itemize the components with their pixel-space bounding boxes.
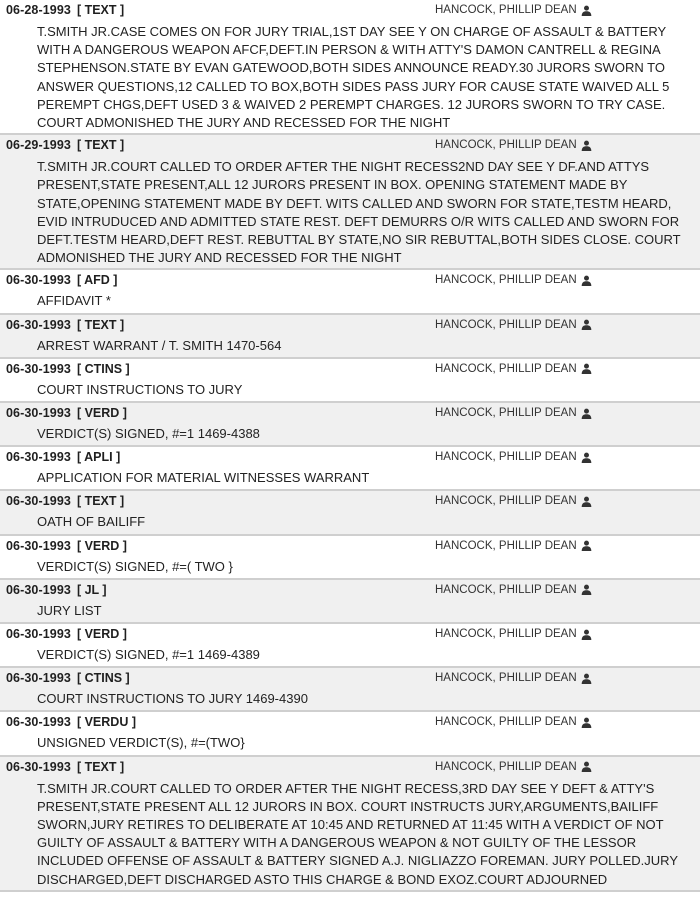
docket-entry [0, 668, 700, 712]
entry-header [6, 712, 694, 732]
description-line: DEFT.TESTM HEARD,DEFT REST. REBUTTAL BY STATE,NO SIR REBUTTAL,BOTH SIDES CLOSE. COURT [37, 232, 681, 248]
entry-description [6, 600, 694, 620]
entry-party[interactable] [435, 447, 592, 467]
entry-header [6, 403, 694, 423]
entry-date: 06-29-1993 [6, 138, 71, 153]
entry-date: 06-30-1993 [6, 759, 71, 774]
docket-entry [0, 315, 700, 359]
entry-code: [ TEXT ] [76, 3, 125, 17]
docket-entry [0, 712, 700, 756]
entry-description [6, 20, 694, 132]
description-line: EVID INTRUDUCED AND ADMITTED STATE REST. DEFT DEMURRS O/R WITS CALLED AND SWORN FOR [37, 213, 680, 229]
entry-code: [ CTINS ] [76, 361, 130, 376]
entry-header [6, 135, 694, 155]
party-name[interactable]: HANCOCK, PHILLIP DEAN [435, 4, 577, 16]
person-icon [581, 275, 592, 286]
description-line: VERDICT(S) SIGNED, #=( TWO } [37, 558, 233, 574]
entry-party[interactable] [435, 315, 592, 335]
entry-header [6, 580, 694, 600]
description-line: T.SMITH JR.COURT CALLED TO ORDER AFTER THE NIGHT RECESS2ND DAY SEE Y DF.AND ATTYS [37, 159, 650, 175]
person-icon [581, 540, 592, 551]
party-name[interactable]: HANCOCK, PHILLIP DEAN [435, 274, 577, 287]
entry-party[interactable] [435, 491, 592, 511]
entry-header [6, 668, 694, 688]
person-icon [581, 496, 592, 507]
entry-header [6, 536, 694, 556]
description-line: COURT ADMONISHED THE JURY AND RECESSED FOR THE NIGHT [37, 115, 451, 131]
person-icon [581, 584, 592, 595]
entry-header [6, 491, 694, 511]
party-name[interactable]: HANCOCK, PHILLIP DEAN [435, 407, 577, 420]
docket-entry [0, 270, 700, 314]
entry-date: 06-30-1993 [6, 317, 71, 332]
entry-description [6, 379, 694, 399]
person-icon [581, 452, 592, 463]
entry-description [6, 423, 694, 443]
entry-code: [ VERDU ] [76, 715, 136, 730]
description-line: PRESENT,STATE PRESENT,ALL 12 JURORS PRESENT IN BOX. OPENING STATEMENT MADE BY [37, 177, 628, 193]
entry-description [6, 644, 694, 664]
person-icon [581, 761, 592, 772]
description-line: COURT INSTRUCTIONS TO JURY 1469-4390 [37, 691, 308, 707]
entry-description [6, 467, 694, 487]
entry-code: [ TEXT ] [76, 138, 125, 153]
person-icon [581, 408, 592, 419]
docket-entry [0, 624, 700, 668]
entry-date: 06-30-1993 [6, 627, 71, 642]
entry-party[interactable] [435, 624, 592, 644]
entry-header [6, 757, 694, 777]
docket-entry [0, 135, 700, 270]
description-line: ARREST WARRANT / T. SMITH 1470-564 [37, 337, 282, 353]
entry-date: 06-30-1993 [6, 406, 71, 421]
party-name[interactable]: HANCOCK, PHILLIP DEAN [435, 672, 577, 685]
docket-entry [0, 403, 700, 447]
entry-date: 06-30-1993 [6, 671, 71, 686]
description-line: AFFIDAVIT * [37, 293, 111, 309]
entry-header [6, 624, 694, 644]
person-icon [581, 5, 592, 16]
description-line: STEPHENSON.STATE BY EVAN GATEWOOD,BOTH SIDES ANNOUNCE READY.30 JURORS SWORN TO [37, 60, 665, 76]
entry-party[interactable] [435, 359, 592, 379]
entry-party[interactable] [435, 580, 592, 600]
entry-description [6, 290, 694, 310]
entry-party[interactable] [435, 757, 592, 777]
entry-date: 06-30-1993 [6, 538, 71, 553]
entry-code: [ CTINS ] [76, 671, 130, 686]
entry-description [6, 155, 694, 267]
description-line: SWORN,JURY RETIRES TO DELIBERATE AT 10:45 AND RETURNED AT 11:45 WITH A VERDICT OF NOT [37, 817, 664, 833]
party-name[interactable]: HANCOCK, PHILLIP DEAN [435, 318, 577, 331]
entry-description [6, 511, 694, 531]
entry-code: [ AFD ] [76, 273, 118, 288]
entry-date: 06-30-1993 [6, 361, 71, 376]
description-line: APPLICATION FOR MATERIAL WITNESSES WARRANT [37, 470, 370, 486]
entry-date: 06-30-1993 [6, 715, 71, 730]
description-line: INCLUDED OFFENSE OF ASSAULT & BATTERY SIGNED A.J. NIGLIAZZO FOREMAN. JURY POLLED.JURY [37, 853, 678, 869]
person-icon [581, 363, 592, 374]
entry-date: 06-30-1993 [6, 450, 71, 465]
entry-code: [ JL ] [76, 582, 107, 597]
person-icon [581, 140, 592, 151]
description-line: ANSWER QUESTIONS,12 CALLED TO BOX,BOTH SIDES PASS JURY FOR CAUSE STATE WAIVED ALL 5 [37, 78, 670, 94]
party-name[interactable]: HANCOCK, PHILLIP DEAN [435, 451, 577, 464]
entry-header [6, 359, 694, 379]
entry-header [6, 447, 694, 467]
entry-party[interactable] [435, 135, 592, 155]
party-name[interactable]: HANCOCK, PHILLIP DEAN [435, 139, 577, 152]
entry-description [6, 556, 694, 576]
description-line: WITH A DANGEROUS WEAPON AFCF,DEFT.IN PERSON & WITH ATTY'S DAMON CANTRELL & REGINA [37, 42, 661, 58]
entry-date: 06-30-1993 [6, 494, 71, 509]
person-icon [581, 319, 592, 330]
entry-header [6, 270, 694, 290]
docket-entry [0, 359, 700, 403]
docket-entry [0, 447, 700, 491]
entry-code: [ VERD ] [76, 406, 127, 421]
entry-description [6, 688, 694, 708]
entry-code: [ APLI ] [76, 450, 121, 465]
entry-party[interactable] [435, 0, 592, 20]
entry-party[interactable] [435, 536, 592, 556]
description-line: T.SMITH JR.CASE COMES ON FOR JURY TRIAL,1ST DAY SEE Y ON CHARGE OF ASSAULT & BATTERY [37, 24, 667, 39]
entry-code: [ VERD ] [76, 627, 127, 642]
entry-code: [ TEXT ] [76, 317, 125, 332]
party-name[interactable]: HANCOCK, PHILLIP DEAN [435, 362, 577, 375]
entry-party[interactable] [435, 712, 592, 732]
entry-description [6, 732, 694, 752]
entry-header [6, 315, 694, 335]
docket-entry [0, 0, 700, 135]
description-line: COURT INSTRUCTIONS TO JURY [37, 381, 243, 397]
description-line: UNSIGNED VERDICT(S), #=(TWO} [37, 735, 245, 751]
description-line: DISCHARGED,DEFT DISCHARGED ASTO THIS CHARGE & BOND EXOZ.COURT ADJOURNED [37, 871, 608, 887]
party-name[interactable]: HANCOCK, PHILLIP DEAN [435, 760, 577, 773]
description-line: PEREMPT CHGS,DEFT USED 3 & WAIVED 2 PEREMPT CHARGES. 12 JURORS SWORN TO TRY CASE. [37, 96, 666, 112]
party-name[interactable]: HANCOCK, PHILLIP DEAN [435, 583, 577, 596]
party-name[interactable]: HANCOCK, PHILLIP DEAN [435, 716, 577, 729]
description-line: VERDICT(S) SIGNED, #=1 1469-4388 [37, 426, 260, 442]
entry-code: [ TEXT ] [76, 494, 125, 509]
entry-party[interactable] [435, 270, 592, 290]
docket-entry [0, 580, 700, 624]
person-icon [581, 673, 592, 684]
description-line: STATE,OPENING STATEMENT MADE BY DEFT. WITS CALLED AND SWORN FOR STATE,TESTM HEARD, [37, 195, 672, 211]
docket-entry [0, 757, 700, 892]
entry-date: 06-30-1993 [6, 273, 71, 288]
party-name[interactable]: HANCOCK, PHILLIP DEAN [435, 539, 577, 552]
entry-date: 06-28-1993 [6, 3, 71, 17]
description-line: T.SMITH JR.COURT CALLED TO ORDER AFTER THE NIGHT RECESS,3RD DAY SEE Y DEFT & ATTY'S [37, 780, 655, 796]
entry-header [6, 0, 694, 20]
description-line: PRESENT,STATE PRESENT ALL 12 JURORS IN BOX. COURT INSTRUCTS JURY,ARGUMENTS,BAILIFF [37, 798, 659, 814]
entry-party[interactable] [435, 668, 592, 688]
party-name[interactable]: HANCOCK, PHILLIP DEAN [435, 495, 577, 508]
entry-date: 06-30-1993 [6, 582, 71, 597]
description-line: OATH OF BAILIFF [37, 514, 146, 530]
docket-entry [0, 491, 700, 535]
entry-party[interactable] [435, 403, 592, 423]
person-icon [581, 717, 592, 728]
description-line: ADMONISHED THE JURY AND RECESSED FOR THE NIGHT [37, 250, 402, 266]
description-line: JURY LIST [37, 602, 102, 618]
description-line: GUILTY OF ASSAULT & BATTERY WITH A DANGEROUS WEAPON & NOT GUILTY OF THE LESSOR [37, 835, 637, 851]
docket-entry [0, 536, 700, 580]
entry-description [6, 777, 694, 889]
description-line: VERDICT(S) SIGNED, #=1 1469-4389 [37, 647, 260, 663]
person-icon [581, 629, 592, 640]
entry-code: [ TEXT ] [76, 759, 125, 774]
entry-code: [ VERD ] [76, 538, 127, 553]
entry-description [6, 335, 694, 355]
party-name[interactable]: HANCOCK, PHILLIP DEAN [435, 628, 577, 641]
